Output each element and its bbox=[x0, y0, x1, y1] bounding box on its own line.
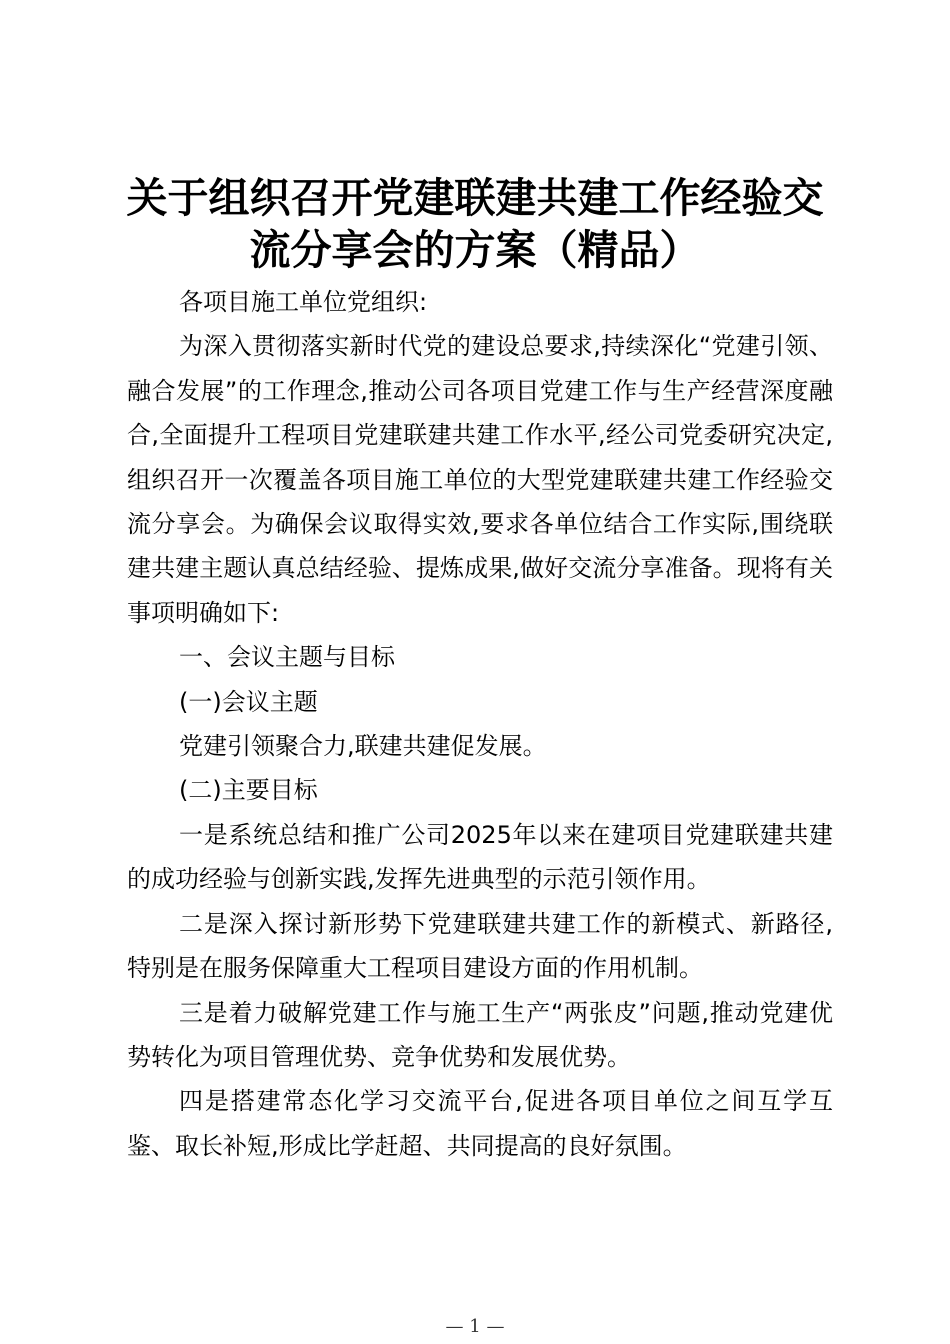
title-line-1: 关于组织召开党建联建共建工作经验交 bbox=[126, 174, 824, 222]
section-heading-1: 一、会议主题与目标 bbox=[179, 643, 395, 672]
paragraph-goal-1: 一是系统总结和推广公司2025年以来在建项目党建联建共建的成功经验与创新实践,发挥先进典型的示范引领作用。 bbox=[127, 820, 833, 894]
page-number: — 1 — bbox=[445, 1316, 505, 1337]
paragraph-intro: 为深入贯彻落实新时代党的建设总要求,持续深化“党建引领、融合发展”的工作理念,推动公司各项目党建工作与生产经营深度融合,全面提升工程项目党建联建共建工作水平,经公司党委研究决定,组织召开一次覆盖各项目施工单位的大型党建联建共建工作经验交流分享会。为确保会议取得实效,要求各单位结合工作实际,围绕联建共建主题认真总结经验、提炼成果,做好交流分享准备。现将有关事项明确如下: bbox=[127, 332, 833, 627]
salutation: 各项目施工单位党组织: bbox=[179, 288, 428, 316]
subsection-heading-1: (一)会议主题 bbox=[179, 687, 318, 716]
subsection-heading-2: (二)主要目标 bbox=[179, 776, 318, 805]
paragraph-goal-2: 二是深入探讨新形势下党建联建共建工作的新模式、新路径,特别是在服务保障重大工程项目建设方面的作用机制。 bbox=[127, 909, 833, 983]
document-title bbox=[100, 172, 850, 276]
paragraph-goal-4: 四是搭建常态化学习交流平台,促进各项目单位之间互学互鉴、取长补短,形成比学赶超、共同提高的良好氛围。 bbox=[127, 1087, 833, 1160]
document-body bbox=[127, 280, 833, 1168]
paragraph-theme: 党建引领聚合力,联建共建促发展。 bbox=[179, 732, 547, 761]
title-line-2: 流分享会的方案（精品） bbox=[249, 226, 701, 274]
paragraph-goal-3: 三是着力破解党建工作与施工生产“两张皮”问题,推动党建优势转化为项目管理优势、竞争优势和发展优势。 bbox=[127, 998, 833, 1071]
